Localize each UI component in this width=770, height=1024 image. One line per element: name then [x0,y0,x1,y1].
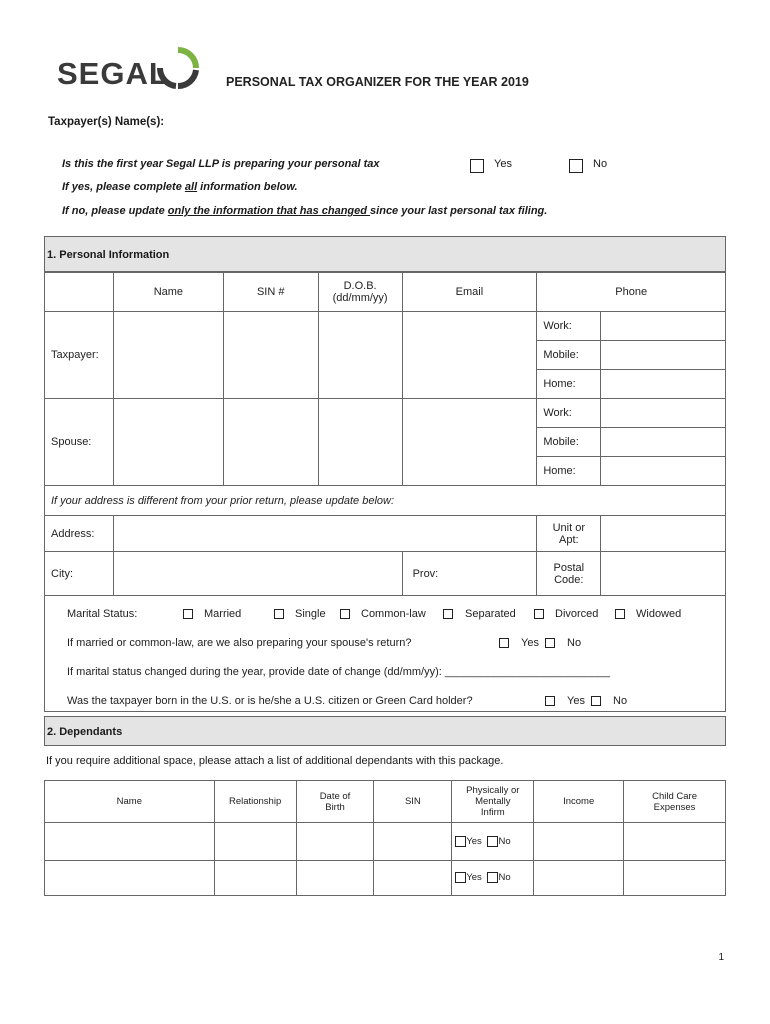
spouse-name-field[interactable] [113,399,223,486]
spouse-home-label: Home: [537,457,601,486]
spouse-row-label: Spouse: [45,399,114,486]
dep-col-infirm: Physically or Mentally Infirm [452,781,534,823]
spouse-mobile-label: Mobile: [537,428,601,457]
dep2-relationship-field[interactable] [214,861,296,896]
first-year-question: Is this the first year Segal LLP is preparing your personal tax [62,158,380,170]
dep1-name-field[interactable] [45,823,215,861]
address-label: Address: [45,516,114,552]
taxpayer-home-label: Home: [537,370,601,399]
taxpayer-name-field[interactable] [113,312,223,399]
section-personal-info-title: 1. Personal Information [47,249,170,261]
dep2-infirm-yes-checkbox[interactable] [455,872,466,883]
spouse-home-phone-field[interactable] [601,457,726,486]
if-yes-instruction: If yes, please complete all information below. [62,181,298,193]
postal-label: Postal Code: [537,552,601,596]
spouse-work-label: Work: [537,399,601,428]
spouse-work-phone-field[interactable] [601,399,726,428]
col-email: Email [402,273,537,312]
section-personal-info-header [44,236,726,272]
separated-label: Separated [465,608,516,620]
dependants-table [44,780,726,896]
spouse-return-no-label: No [567,637,582,649]
table-row [45,861,726,896]
segal-logo-ring-icon [156,46,200,90]
page-title: PERSONAL TAX ORGANIZER FOR THE YEAR 2019 [226,75,529,89]
dep1-childcare-field[interactable] [624,823,726,861]
first-year-yes-label: Yes [494,158,512,170]
dep2-infirm-no-checkbox[interactable] [487,872,498,883]
first-year-no-checkbox[interactable] [569,159,583,173]
dependants-note: If you require additional space, please attach a list of additional dependants with this package. [46,755,504,767]
dep-col-income: Income [534,781,624,823]
taxpayer-home-phone-field[interactable] [601,370,726,399]
section-dependants-title: 2. Dependants [47,726,123,738]
taxpayer-email-field[interactable] [402,312,537,399]
widowed-checkbox[interactable] [615,609,625,619]
dep2-name-field[interactable] [45,861,215,896]
taxpayer-mobile-label: Mobile: [537,341,601,370]
divorced-label: Divorced [555,608,599,620]
dep-col-relationship: Relationship [214,781,296,823]
city-label: City: [45,552,114,596]
dep1-infirm-no-label: No [498,836,511,847]
spouse-email-field[interactable] [402,399,537,486]
personal-info-table [44,272,726,712]
us-born-yes-label: Yes [567,695,585,707]
spouse-return-question: If married or common-law, are we also preparing your spouse's return? [67,637,412,649]
marital-status-label: Marital Status: [67,608,138,620]
dep2-infirm-no-label: No [498,872,511,884]
dep1-income-field[interactable] [534,823,624,861]
address-field[interactable] [113,516,536,552]
spouse-dob-field[interactable] [318,399,402,486]
dep1-infirm-no-checkbox[interactable] [487,836,498,847]
col-dob: D.O.B. (dd/mm/yy) [318,273,402,312]
col-name: Name [113,273,223,312]
dep1-infirm-cell [452,823,534,861]
postal-field[interactable] [601,552,726,596]
spouse-return-no-checkbox[interactable] [545,638,555,648]
taxpayer-sin-field[interactable] [223,312,318,399]
col-sin: SIN # [223,273,318,312]
married-label: Married [204,608,242,620]
spouse-return-yes-checkbox[interactable] [499,638,509,648]
dep-col-sin: SIN [374,781,452,823]
dep1-relationship-field[interactable] [214,823,296,861]
page-number: 1 [718,952,724,963]
separated-checkbox[interactable] [443,609,453,619]
dep1-sin-field[interactable] [374,823,452,861]
section-dependants-header [44,716,726,746]
common-law-label: Common-law [361,608,426,620]
segal-logo-text: SEGAL [57,56,169,91]
us-born-no-label: No [613,695,628,707]
widowed-label: Widowed [636,608,682,620]
unit-field[interactable] [601,516,726,552]
dep-col-name: Name [45,781,215,823]
taxpayer-work-phone-field[interactable] [601,312,726,341]
spouse-sin-field[interactable] [223,399,318,486]
us-born-yes-checkbox[interactable] [545,696,555,706]
table-row [45,823,726,861]
prov-cell[interactable] [402,552,537,596]
marital-change-question: If marital status changed during the year, provide date of change (dd/mm/yy): ___________________________ [67,666,611,678]
prov-label: Prov: [412,567,439,580]
dep1-infirm-yes-checkbox[interactable] [455,836,466,847]
if-no-instruction: If no, please update only the information that has changed since your last personal tax filing. [62,205,548,217]
first-year-no-label: No [593,158,608,170]
col-phone: Phone [537,273,726,312]
marital-block [45,596,726,712]
divorced-checkbox[interactable] [534,609,544,619]
single-label: Single [295,608,326,620]
unit-label: Unit or Apt: [537,516,601,552]
dep2-dob-field[interactable] [296,861,374,896]
dep1-dob-field[interactable] [296,823,374,861]
taxpayer-dob-field[interactable] [318,312,402,399]
us-born-question: Was the taxpayer born in the U.S. or is he/she a U.S. citizen or Green Card holder? [67,695,473,707]
taxpayer-row-label: Taxpayer: [45,312,114,399]
spouse-return-yes-label: Yes [521,637,539,649]
spouse-mobile-phone-field[interactable] [601,428,726,457]
dep2-infirm-yes-label: Yes [466,872,482,884]
first-year-yes-checkbox[interactable] [470,159,484,173]
dep2-infirm-cell [452,861,534,896]
city-field[interactable] [113,552,402,596]
taxpayer-mobile-phone-field[interactable] [601,341,726,370]
married-checkbox[interactable] [183,609,193,619]
dep2-childcare-field[interactable] [624,861,726,896]
dep2-income-field[interactable] [534,861,624,896]
taxpayer-names-label: Taxpayer(s) Name(s): [48,116,165,128]
us-born-no-checkbox[interactable] [591,696,601,706]
single-checkbox[interactable] [274,609,284,619]
address-note: If your address is different from your prior return, please update below: [45,486,726,516]
dep-col-childcare: Child Care Expenses [624,781,726,823]
taxpayer-work-label: Work: [537,312,601,341]
dep1-infirm-yes-label: Yes [466,836,482,847]
dep-col-dob: Date of Birth [296,781,374,823]
common-law-checkbox[interactable] [340,609,350,619]
dep2-sin-field[interactable] [374,861,452,896]
